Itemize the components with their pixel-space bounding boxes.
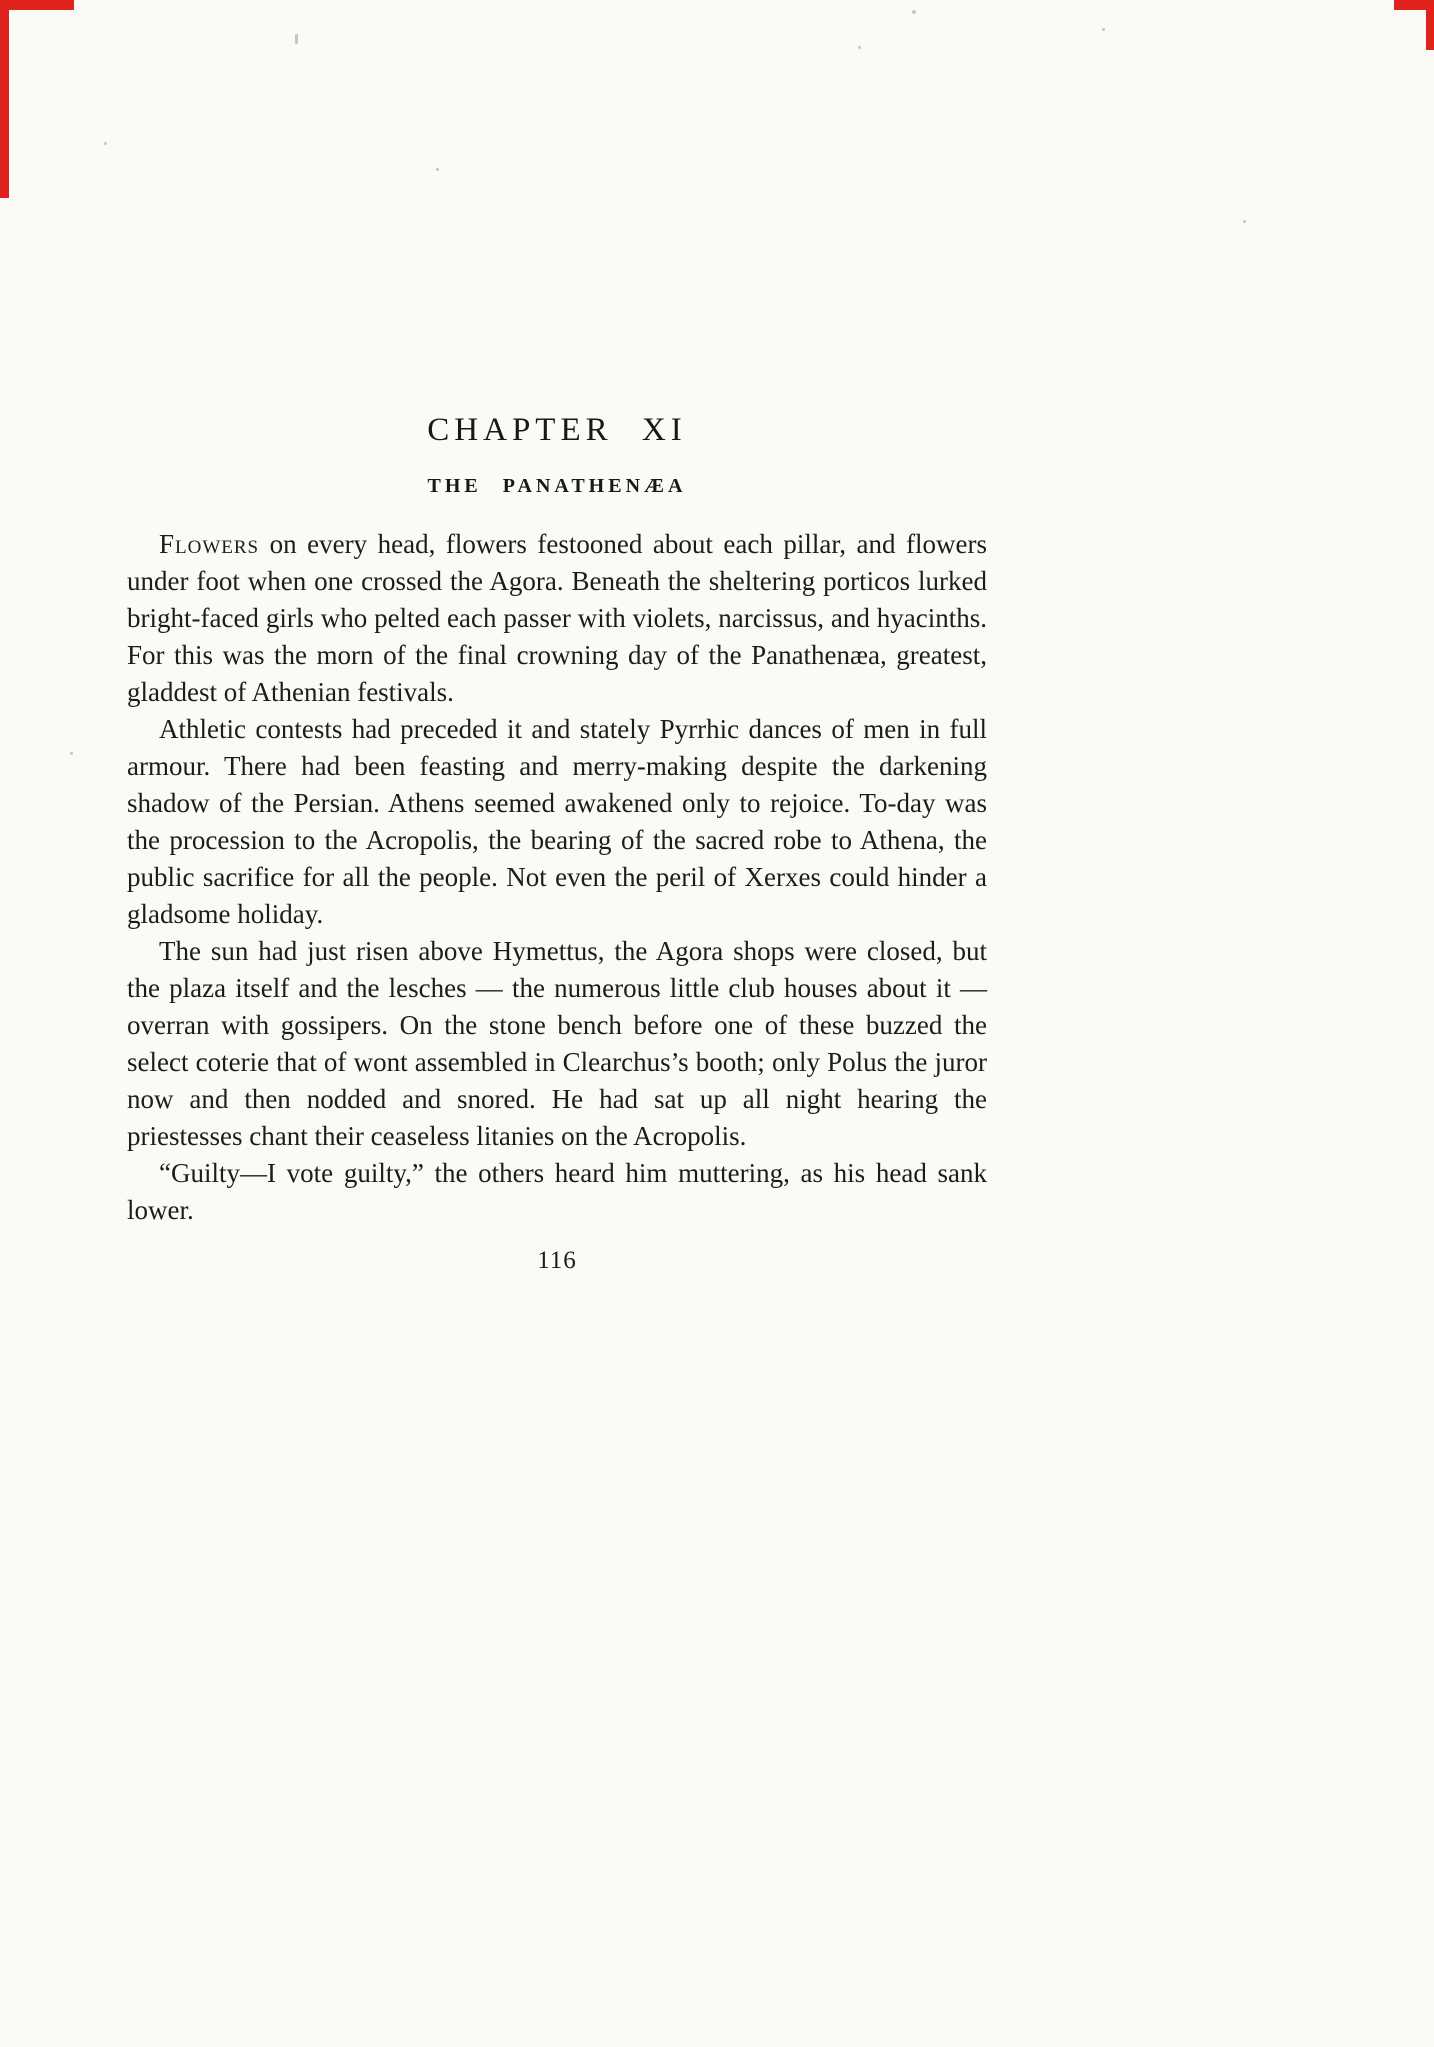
scan-speck	[1243, 220, 1246, 223]
paragraph-text: Athletic contests had preceded it and stately Pyrrhic dances of men in full armour. There had been feasting and merry-making despite the darkening shadow of the Persian. Athens seemed awakened only to rejoice. To-day was the procession to the Acropolis, the bearing of the sacred robe to Athena, the public sacrifice for all the people. Not even the peril of Xerxes could hinder a gladsome holiday.	[127, 714, 987, 929]
scan-speck	[912, 10, 916, 14]
scan-speck	[70, 752, 73, 755]
scan-mark	[0, 0, 74, 10]
lead-word: Flowers	[159, 529, 260, 559]
paragraph	[127, 933, 987, 1155]
body-text	[127, 526, 987, 1229]
text-block	[127, 412, 987, 1275]
scan-speck	[104, 142, 107, 145]
paragraph-text: The sun had just risen above Hymettus, the Agora shops were closed, but the plaza itself and the lesches — the numerous little club houses about it — overran with gossipers. On the stone bench before one of these buzzed the select coterie that of wont assembled in Clearchus’s booth; only Polus the juror now and then nodded and snored. He had sat up all night hearing the priestesses chant their ceaseless litanies on the Acropolis.	[127, 936, 987, 1151]
section-heading: THE PANATHENÆA	[427, 475, 687, 497]
scan-speck	[1102, 28, 1105, 31]
paragraph	[127, 526, 987, 711]
paragraph	[127, 1155, 987, 1229]
page-number: 116	[537, 1247, 577, 1274]
paragraph-text: on every head, flowers festooned about each pillar, and flowers under foot when one crossed the Agora. Beneath the sheltering porticos lurked bright-faced girls who pelted each passer with violets, narcissus, and hyacinths. For this was the morn of the final crowning day of the Panathenæa, greatest, gladdest of Athenian festivals.	[127, 529, 988, 707]
scan-mark	[0, 0, 9, 198]
scan-mark	[1426, 0, 1434, 50]
scan-speck	[436, 168, 439, 171]
paragraph-text: “Guilty—I vote guilty,” the others heard him muttering, as his head sank lower.	[127, 1158, 987, 1225]
scan-speck	[858, 46, 861, 49]
chapter-heading: CHAPTER XI	[427, 412, 687, 448]
scan-speck	[295, 34, 298, 44]
paragraph	[127, 711, 987, 933]
